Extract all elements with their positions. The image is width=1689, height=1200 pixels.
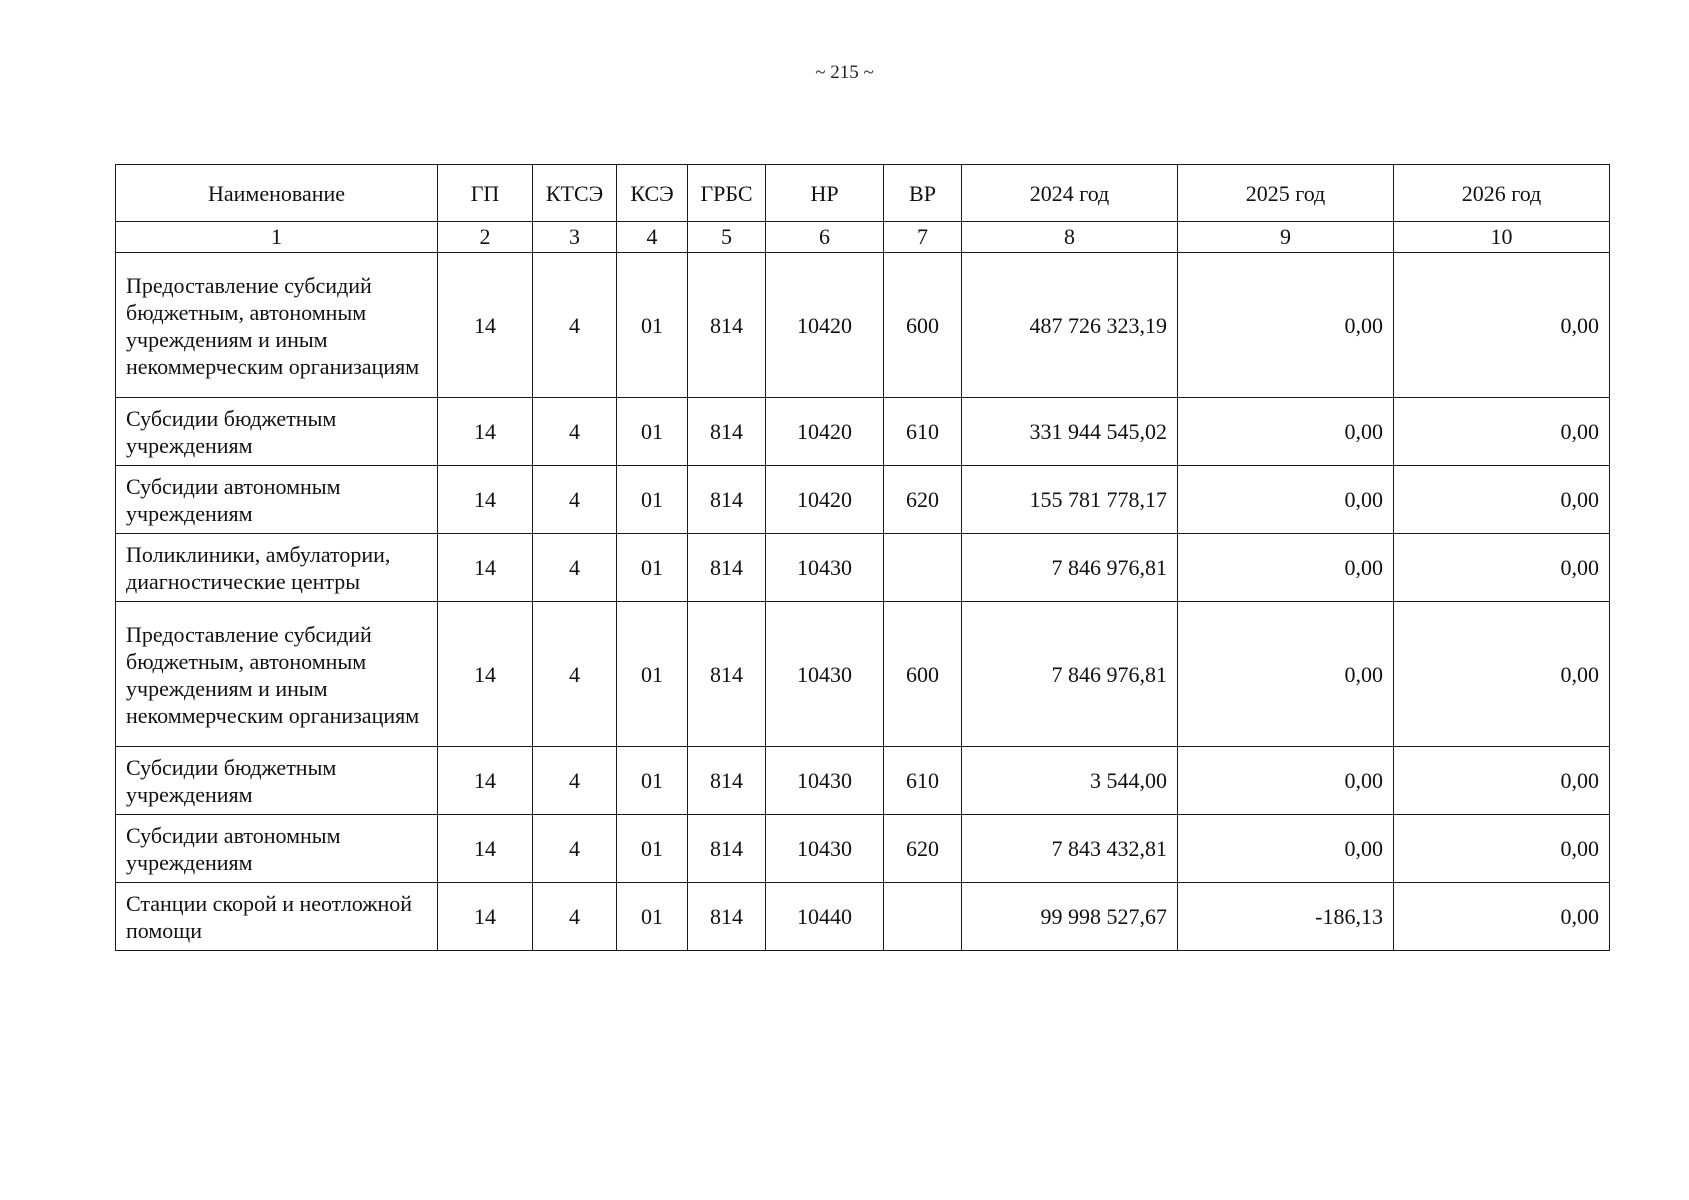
amount-2026: 0,00	[1394, 466, 1610, 534]
budget-table	[115, 164, 1610, 951]
nr-cell: 10420	[766, 466, 884, 534]
amount-2025: 0,00	[1178, 466, 1394, 534]
ktse-cell: 4	[533, 883, 617, 951]
amount-2024: 331 944 545,02	[962, 398, 1178, 466]
nr-cell: 10430	[766, 534, 884, 602]
column-index: 6	[766, 222, 884, 253]
nr-cell: 10420	[766, 253, 884, 398]
row-name: Предоставление субсидий бюджетным, автономным учреждениям и иным некоммерческим организациям	[116, 602, 438, 747]
row-name: Станции скорой и неотложной помощи	[116, 883, 438, 951]
amount-2025: 0,00	[1178, 747, 1394, 815]
gp-cell: 14	[438, 815, 533, 883]
ktse-cell: 4	[533, 398, 617, 466]
table-row	[116, 815, 1610, 883]
kse-cell: 01	[617, 602, 688, 747]
column-index-row	[116, 222, 1610, 253]
column-header: Наименование	[116, 165, 438, 222]
ktse-cell: 4	[533, 253, 617, 398]
column-index: 3	[533, 222, 617, 253]
amount-2026: 0,00	[1394, 883, 1610, 951]
kse-cell: 01	[617, 815, 688, 883]
column-header: ГРБС	[688, 165, 766, 222]
kse-cell: 01	[617, 466, 688, 534]
grbs-cell: 814	[688, 883, 766, 951]
grbs-cell: 814	[688, 398, 766, 466]
amount-2026: 0,00	[1394, 534, 1610, 602]
vr-cell: 610	[884, 747, 962, 815]
amount-2025: 0,00	[1178, 253, 1394, 398]
ktse-cell: 4	[533, 466, 617, 534]
amount-2024: 7 846 976,81	[962, 602, 1178, 747]
amount-2026: 0,00	[1394, 602, 1610, 747]
amount-2024: 487 726 323,19	[962, 253, 1178, 398]
amount-2025: 0,00	[1178, 815, 1394, 883]
row-name: Субсидии автономным учреждениям	[116, 815, 438, 883]
table-row	[116, 466, 1610, 534]
row-name: Предоставление субсидий бюджетным, автономным учреждениям и иным некоммерческим организациям	[116, 253, 438, 398]
ktse-cell: 4	[533, 602, 617, 747]
row-name: Субсидии бюджетным учреждениям	[116, 747, 438, 815]
column-header: 2024 год	[962, 165, 1178, 222]
vr-cell	[884, 534, 962, 602]
vr-cell: 600	[884, 253, 962, 398]
vr-cell	[884, 883, 962, 951]
column-index: 2	[438, 222, 533, 253]
column-header: 2025 год	[1178, 165, 1394, 222]
column-index: 5	[688, 222, 766, 253]
column-header: ГП	[438, 165, 533, 222]
ktse-cell: 4	[533, 747, 617, 815]
amount-2024: 99 998 527,67	[962, 883, 1178, 951]
column-header: КТСЭ	[533, 165, 617, 222]
nr-cell: 10430	[766, 815, 884, 883]
column-index: 4	[617, 222, 688, 253]
amount-2025: 0,00	[1178, 602, 1394, 747]
table-row	[116, 602, 1610, 747]
column-header: ВР	[884, 165, 962, 222]
gp-cell: 14	[438, 883, 533, 951]
table-row	[116, 883, 1610, 951]
amount-2026: 0,00	[1394, 815, 1610, 883]
column-index: 9	[1178, 222, 1394, 253]
table-row	[116, 253, 1610, 398]
amount-2024: 7 843 432,81	[962, 815, 1178, 883]
amount-2024: 155 781 778,17	[962, 466, 1178, 534]
amount-2025: -186,13	[1178, 883, 1394, 951]
nr-cell: 10430	[766, 602, 884, 747]
amount-2025: 0,00	[1178, 398, 1394, 466]
kse-cell: 01	[617, 883, 688, 951]
vr-cell: 620	[884, 815, 962, 883]
page-number: ~ 215 ~	[815, 62, 874, 83]
gp-cell: 14	[438, 534, 533, 602]
amount-2025: 0,00	[1178, 534, 1394, 602]
column-header: 2026 год	[1394, 165, 1610, 222]
column-index: 8	[962, 222, 1178, 253]
row-name: Поликлиники, амбулатории, диагностические центры	[116, 534, 438, 602]
column-index: 10	[1394, 222, 1610, 253]
amount-2024: 3 544,00	[962, 747, 1178, 815]
grbs-cell: 814	[688, 534, 766, 602]
amount-2026: 0,00	[1394, 398, 1610, 466]
ktse-cell: 4	[533, 534, 617, 602]
kse-cell: 01	[617, 398, 688, 466]
ktse-cell: 4	[533, 815, 617, 883]
column-index: 7	[884, 222, 962, 253]
grbs-cell: 814	[688, 747, 766, 815]
grbs-cell: 814	[688, 466, 766, 534]
grbs-cell: 814	[688, 253, 766, 398]
kse-cell: 01	[617, 253, 688, 398]
amount-2026: 0,00	[1394, 253, 1610, 398]
kse-cell: 01	[617, 747, 688, 815]
grbs-cell: 814	[688, 815, 766, 883]
table-row	[116, 747, 1610, 815]
amount-2024: 7 846 976,81	[962, 534, 1178, 602]
row-name: Субсидии автономным учреждениям	[116, 466, 438, 534]
table-row	[116, 398, 1610, 466]
nr-cell: 10440	[766, 883, 884, 951]
gp-cell: 14	[438, 747, 533, 815]
table-header-row	[116, 165, 1610, 222]
gp-cell: 14	[438, 466, 533, 534]
kse-cell: 01	[617, 534, 688, 602]
vr-cell: 620	[884, 466, 962, 534]
column-header: НР	[766, 165, 884, 222]
amount-2026: 0,00	[1394, 747, 1610, 815]
grbs-cell: 814	[688, 602, 766, 747]
table-row	[116, 534, 1610, 602]
column-index: 1	[116, 222, 438, 253]
gp-cell: 14	[438, 253, 533, 398]
nr-cell: 10420	[766, 398, 884, 466]
vr-cell: 610	[884, 398, 962, 466]
gp-cell: 14	[438, 602, 533, 747]
nr-cell: 10430	[766, 747, 884, 815]
column-header: КСЭ	[617, 165, 688, 222]
gp-cell: 14	[438, 398, 533, 466]
row-name: Субсидии бюджетным учреждениям	[116, 398, 438, 466]
vr-cell: 600	[884, 602, 962, 747]
